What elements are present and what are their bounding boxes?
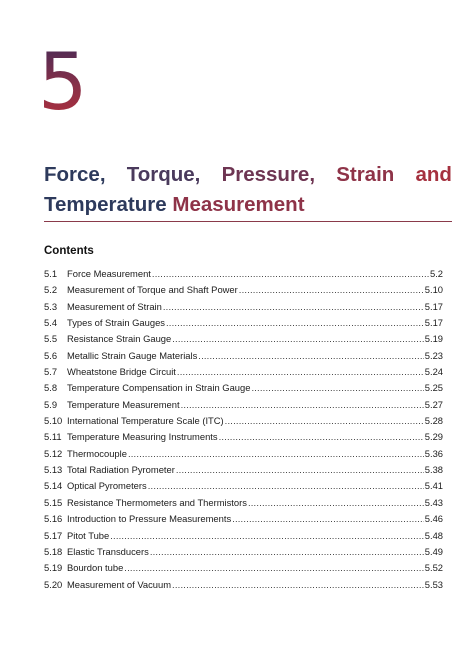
title-word: and	[415, 163, 452, 186]
toc-page-number: 5.24	[424, 366, 443, 378]
toc-section-title[interactable]: Thermocouple	[67, 447, 127, 459]
toc-dot-leader	[163, 301, 424, 312]
toc-page-number: 5.2	[429, 268, 443, 279]
toc-dot-leader	[251, 382, 423, 393]
toc-page-number: 5.38	[424, 464, 443, 476]
toc-dot-leader	[148, 480, 424, 491]
toc-section-title[interactable]: Total Radiation Pyrometer	[67, 464, 175, 476]
toc-dot-leader	[225, 415, 424, 426]
toc-entry[interactable]	[44, 448, 443, 464]
toc-section-title[interactable]: Pitot Tube	[67, 529, 110, 541]
toc-section-number: 5.18	[44, 545, 63, 557]
toc-section-title[interactable]: Temperature Compensation in Strain Gauge	[67, 382, 251, 394]
title-word: Pressure,	[221, 163, 316, 186]
toc-entry[interactable]	[44, 562, 443, 578]
chapter-title	[44, 160, 452, 220]
toc-entry[interactable]	[44, 513, 443, 529]
toc-entry[interactable]	[44, 382, 443, 398]
toc-dot-leader	[110, 530, 424, 541]
toc-section-title[interactable]: Measurement of Strain	[67, 300, 162, 312]
toc-section-number: 5.5	[44, 333, 58, 345]
toc-page-number: 5.49	[424, 545, 443, 557]
toc-section-number: 5.11	[44, 431, 62, 443]
toc-section-number: 5.20	[44, 578, 63, 590]
toc-section-title[interactable]: Temperature Measuring Instruments	[67, 431, 218, 443]
toc-page-number: 5.25	[424, 382, 443, 394]
toc-section-title[interactable]: Types of Strain Gauges	[67, 317, 165, 329]
toc-section-title[interactable]: Resistance Thermometers and Thermistors	[67, 496, 247, 508]
toc-section-number: 5.6	[44, 349, 58, 361]
toc-dot-leader	[128, 448, 424, 459]
toc-page-number: 5.41	[424, 480, 443, 492]
toc-dot-leader	[152, 268, 429, 279]
toc-page-number: 5.17	[424, 317, 443, 329]
toc-dot-leader	[198, 350, 423, 361]
toc-page-number: 5.48	[424, 529, 443, 541]
toc-section-number: 5.15	[44, 496, 63, 508]
toc-page-number: 5.53	[424, 578, 443, 590]
toc-section-number: 5.14	[44, 480, 63, 492]
chapter-title-line-2	[44, 190, 452, 220]
toc-section-number: 5.4	[44, 317, 58, 329]
toc-dot-leader	[232, 513, 424, 524]
toc-dot-leader	[166, 317, 424, 328]
toc-entry[interactable]	[44, 317, 443, 333]
table-of-contents	[44, 268, 443, 595]
contents-heading: Contents	[44, 245, 94, 257]
toc-dot-leader	[172, 579, 424, 590]
toc-section-title[interactable]: Wheatstone Bridge Circuit	[67, 366, 176, 378]
toc-dot-leader	[176, 464, 424, 475]
title-word: Temperature	[44, 193, 167, 216]
toc-section-number: 5.3	[44, 300, 58, 312]
toc-section-title[interactable]: International Temperature Scale (ITC)	[67, 415, 224, 427]
toc-page-number: 5.27	[424, 398, 443, 410]
title-word: Strain	[336, 163, 395, 186]
toc-section-number: 5.8	[44, 382, 58, 394]
toc-section-title[interactable]: Elastic Transducers	[67, 545, 149, 557]
toc-entry[interactable]	[44, 268, 443, 284]
toc-entry[interactable]	[44, 480, 443, 496]
title-word: Force,	[44, 163, 106, 186]
toc-dot-leader	[150, 546, 424, 557]
toc-page-number: 5.46	[424, 513, 443, 525]
toc-entry[interactable]	[44, 579, 443, 595]
toc-section-number: 5.2	[44, 284, 58, 296]
toc-entry[interactable]	[44, 546, 443, 562]
toc-dot-leader	[248, 497, 424, 508]
toc-page-number: 5.19	[424, 333, 443, 345]
toc-dot-leader	[219, 431, 424, 442]
title-divider	[44, 221, 452, 222]
toc-page-number: 5.43	[424, 496, 443, 508]
toc-section-number: 5.7	[44, 366, 58, 378]
toc-entry[interactable]	[44, 284, 443, 300]
toc-entry[interactable]	[44, 333, 443, 349]
toc-page-number: 5.17	[424, 300, 443, 312]
toc-dot-leader	[239, 284, 424, 295]
toc-section-title[interactable]: Measurement of Torque and Shaft Power	[67, 284, 238, 296]
toc-section-number: 5.19	[44, 562, 63, 574]
toc-section-number: 5.13	[44, 464, 63, 476]
toc-section-title[interactable]: Temperature Measurement	[67, 398, 180, 410]
chapter-number: 5	[38, 38, 88, 128]
toc-section-title[interactable]: Measurement of Vacuum	[67, 578, 172, 590]
toc-section-title[interactable]: Resistance Strain Gauge	[67, 333, 172, 345]
toc-dot-leader	[172, 333, 424, 344]
toc-dot-leader	[181, 399, 424, 410]
toc-page-number: 5.29	[424, 431, 443, 443]
toc-page-number: 5.52	[424, 562, 443, 574]
toc-section-title[interactable]: Metallic Strain Gauge Materials	[67, 349, 198, 361]
toc-entry[interactable]	[44, 497, 443, 513]
toc-entry[interactable]	[44, 431, 443, 447]
toc-page-number: 5.10	[424, 284, 443, 296]
toc-section-number: 5.1	[44, 268, 58, 279]
toc-section-title[interactable]: Bourdon tube	[67, 562, 124, 574]
toc-section-title[interactable]: Introduction to Pressure Measurements	[67, 513, 232, 525]
toc-entry[interactable]	[44, 366, 443, 382]
toc-entry[interactable]	[44, 350, 443, 366]
toc-dot-leader	[124, 562, 423, 573]
chapter-title-line-1	[44, 160, 452, 190]
toc-section-number: 5.10	[44, 415, 63, 427]
toc-page-number: 5.23	[424, 349, 443, 361]
toc-page-number: 5.36	[424, 447, 443, 459]
toc-section-number: 5.16	[44, 513, 63, 525]
toc-section-number: 5.17	[44, 529, 63, 541]
title-word: Torque,	[126, 163, 201, 186]
toc-entry[interactable]	[44, 415, 443, 431]
toc-section-number: 5.9	[44, 398, 58, 410]
toc-section-title[interactable]: Force Measurement	[67, 268, 151, 279]
toc-entry[interactable]	[44, 399, 443, 415]
toc-entry[interactable]	[44, 530, 443, 546]
toc-entry[interactable]	[44, 301, 443, 317]
title-word: Measurement	[172, 193, 305, 216]
toc-entry[interactable]	[44, 464, 443, 480]
toc-section-number: 5.12	[44, 447, 63, 459]
toc-dot-leader	[177, 366, 424, 377]
toc-page-number: 5.28	[424, 415, 443, 427]
toc-section-title[interactable]: Optical Pyrometers	[67, 480, 147, 492]
